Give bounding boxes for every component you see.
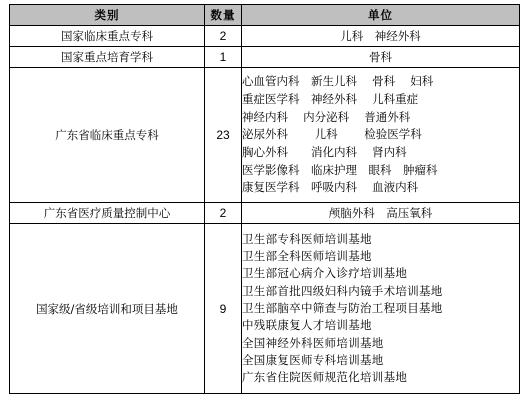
unit-cell: 颅脑外科 高压氧科 [242, 203, 520, 224]
header-unit: 单位 [242, 5, 520, 26]
unit-cell: 骨科 [242, 47, 520, 68]
unit-line: 中残联康复人才培训基地 [242, 318, 372, 333]
header-row [10, 5, 520, 26]
unit-line: 卫生部首批四级妇科内镜手术培训基地 [242, 283, 443, 298]
unit-cell [242, 68, 520, 203]
count-cell: 9 [205, 224, 242, 394]
unit-line: 广东省住院医师规范化培训基地 [242, 370, 408, 385]
table-row [10, 68, 520, 203]
unit-line: 卫生部脑卒中筛查与防治工程项目基地 [242, 300, 443, 315]
table-row [10, 47, 520, 68]
unit-line: 胸心外科 消化内科 肾内科 [242, 144, 407, 159]
units-table [9, 4, 520, 394]
unit-line: 泌尿外科 儿科 检验医学科 [242, 127, 422, 142]
unit-line: 重症医学科 神经外科 儿科重症 [242, 91, 419, 106]
unit-line: 心血管内科 新生儿科 骨科 妇科 [242, 74, 434, 89]
header-category: 类别 [10, 5, 205, 26]
count-cell: 2 [205, 26, 242, 47]
unit-line: 康复医学科 呼吸内科 血液内科 [242, 180, 419, 195]
unit-cell [242, 224, 520, 394]
category-cell: 国家重点培育学科 [10, 47, 205, 68]
table-row [10, 224, 520, 394]
table-row [10, 203, 520, 224]
category-cell: 国家级/省级培训和项目基地 [10, 224, 205, 394]
unit-line: 卫生部全科医师培训基地 [242, 249, 372, 264]
unit-line: 卫生部专科医师培训基地 [242, 231, 372, 246]
unit-cell: 儿科 神经外科 [242, 26, 520, 47]
category-cell: 广东省临床重点专科 [10, 68, 205, 203]
unit-line: 全国神经外科医师培训基地 [242, 335, 384, 350]
table-row [10, 26, 520, 47]
unit-line: 神经内科 内分泌科 普通外科 [242, 109, 411, 124]
header-count: 数量 [205, 5, 242, 26]
category-cell: 广东省医疗质量控制中心 [10, 203, 205, 224]
count-cell: 2 [205, 203, 242, 224]
unit-line: 卫生部冠心病介入诊疗培训基地 [242, 266, 408, 281]
count-cell: 23 [205, 68, 242, 203]
category-cell: 国家临床重点专科 [10, 26, 205, 47]
count-cell: 1 [205, 47, 242, 68]
unit-line: 医学影像科 临床护理 眼科 肿瘤科 [242, 162, 438, 177]
unit-line: 全国康复医师专科培训基地 [242, 352, 384, 367]
